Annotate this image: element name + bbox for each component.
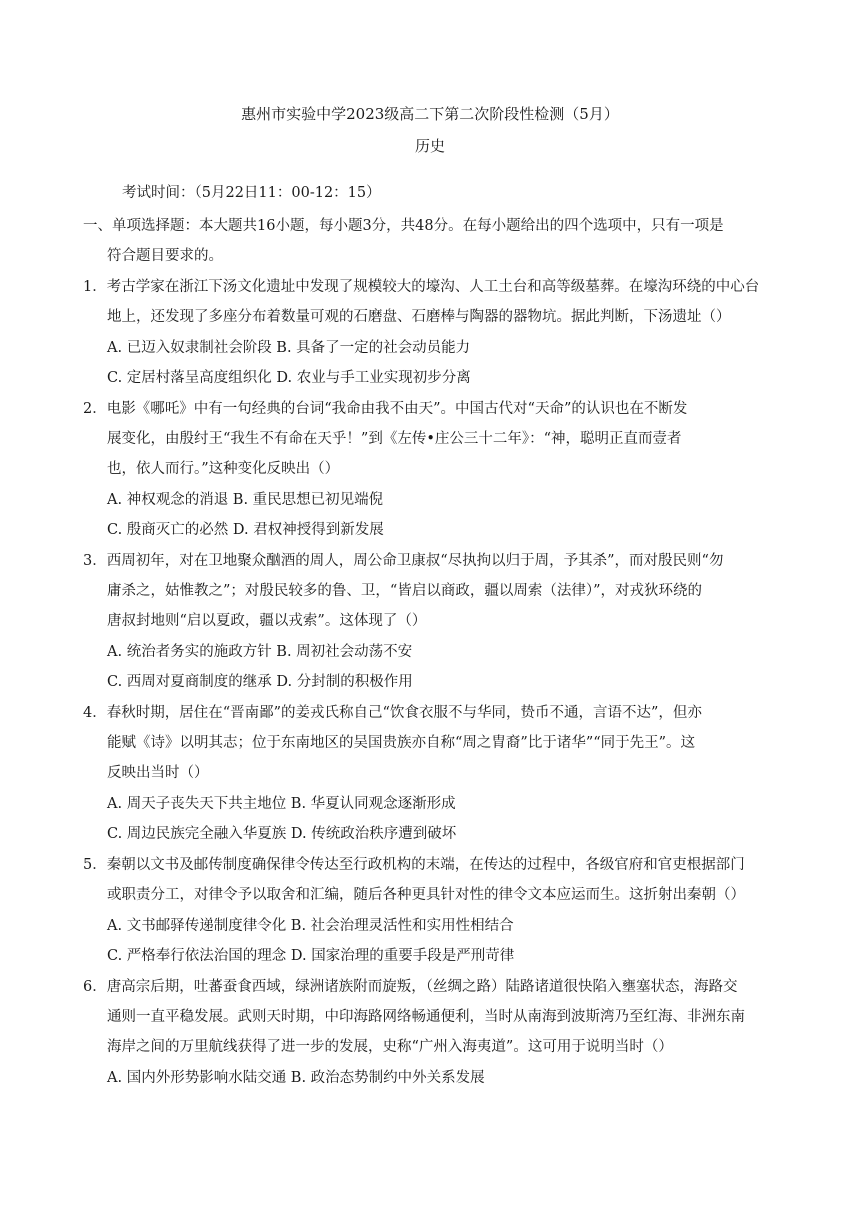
question-options: A. 周天子丧失天下共主地位 B. 华夏认同观念逐渐形成 — [107, 796, 456, 812]
question-text: 5．秦朝以文书及邮传制度确保律令传达至行政机构的末端，在传达的过程中，各级官府和官吏根据部门 — [83, 857, 745, 873]
question-text: 能赋《诗》以明其志；位于东南地区的吴国贵族亦自称“周之胄裔”比于诸华”“同于先王”。这 — [107, 735, 696, 751]
question-options: C. 严格奉行依法治国的理念 D. 国家治理的重要手段是严刑苛律 — [107, 948, 515, 964]
question-text: 地上，还发现了多座分布着数量可观的石磨盘、石磨棒与陶器的器物坑。据此判断，下汤遗址（） — [107, 309, 731, 325]
question-options: A. 已迈入奴隶制社会阶段 B. 具备了一定的社会动员能力 — [107, 340, 471, 356]
question-options: A. 国内外形势影响水陆交通 B. 政治态势制约中外关系发展 — [107, 1070, 485, 1086]
question-text: 或职责分工，对律令予以取舍和汇编，随后各种更具针对性的律令文本应运而生。这折射出秦朝（） — [107, 887, 745, 903]
section-heading: 一、单项选择题：本大题共16小题，每小题3分，共48分。在每小题给出的四个选项中，只有一项是 — [83, 218, 724, 234]
question-options: C. 定居村落呈高度组织化 D. 农业与手工业实现初步分离 — [107, 370, 471, 386]
exam-subject: 历史 — [414, 137, 445, 155]
question-options: C. 周边民族完全融入华夏族 D. 传统政治秩序遭到破坏 — [107, 826, 457, 842]
question-text: 反映出当时（） — [107, 765, 209, 781]
question-text: 2．电影《哪吒》中有一句经典的台词“我命由我不由天”。中国古代对“天命”的认识也在不断发 — [83, 401, 688, 417]
question-options: C. 西周对夏商制度的继承 D. 分封制的积极作用 — [107, 674, 413, 690]
question-text: 展变化，由殷纣王“我生不有命在天乎！”到《左传•庄公三十二年》：“神，聪明正直而壹者 — [107, 431, 682, 447]
exam-time: 考试时间：（5月22日11：00-12：15） — [122, 185, 381, 201]
question-options: C. 殷商灭亡的必然 D. 君权神授得到新发展 — [107, 522, 384, 538]
question-text: 1．考古学家在浙江下汤文化遗址中发现了规模较大的壕沟、人工土台和高等级墓葬。在壕沟环绕的中心台 — [83, 279, 760, 295]
question-text: 庸杀之，姑惟教之”；对殷民较多的鲁、卫，“皆启以商政，疆以周索（法律）”，对戎狄环绕的 — [107, 583, 702, 599]
section-heading-cont: 符合题目要求的。 — [107, 248, 223, 264]
question-text: 海岸之间的万里航线获得了进一步的发展，史称“广州入海夷道”。这可用于说明当时（） — [107, 1039, 673, 1055]
question-text: 4．春秋时期，居住在“晋南鄙”的姜戎氏称自己“饮食衣服不与华同，贽币不通，言语不达”，但亦 — [83, 705, 702, 721]
question-options: A. 文书邮驿传递制度律令化 B. 社会治理灵活性和实用性相结合 — [107, 918, 514, 934]
question-text: 3．西周初年，对在卫地聚众酗酒的周人，周公命卫康叔“尽执拘以归于周，予其杀”，而对殷民则“勿 — [83, 553, 724, 569]
question-options: A. 统治者务实的施政方针 B. 周初社会动荡不安 — [107, 644, 413, 660]
question-text: 也，依人而行。”这种变化反映出（） — [107, 461, 340, 477]
question-options: A. 神权观念的消退 B. 重民思想已初见端倪 — [107, 492, 384, 508]
question-text: 通则一直平稳发展。武则天时期，中印海路网络畅通便利，当时从南海到波斯湾乃至红海、非洲东南 — [107, 1009, 745, 1025]
question-text: 唐叔封地则“启以夏政，疆以戎索”。这体现了（） — [107, 613, 427, 629]
exam-title: 惠州市实验中学2023级高二下第二次阶段性检测（5月） — [241, 105, 619, 123]
question-text: 6．唐高宗后期，吐蕃蚕食西域，绿洲诸族附而旋叛，（丝绸之路）陆路诸道很快陷入壅塞状态，海路交 — [83, 979, 738, 995]
